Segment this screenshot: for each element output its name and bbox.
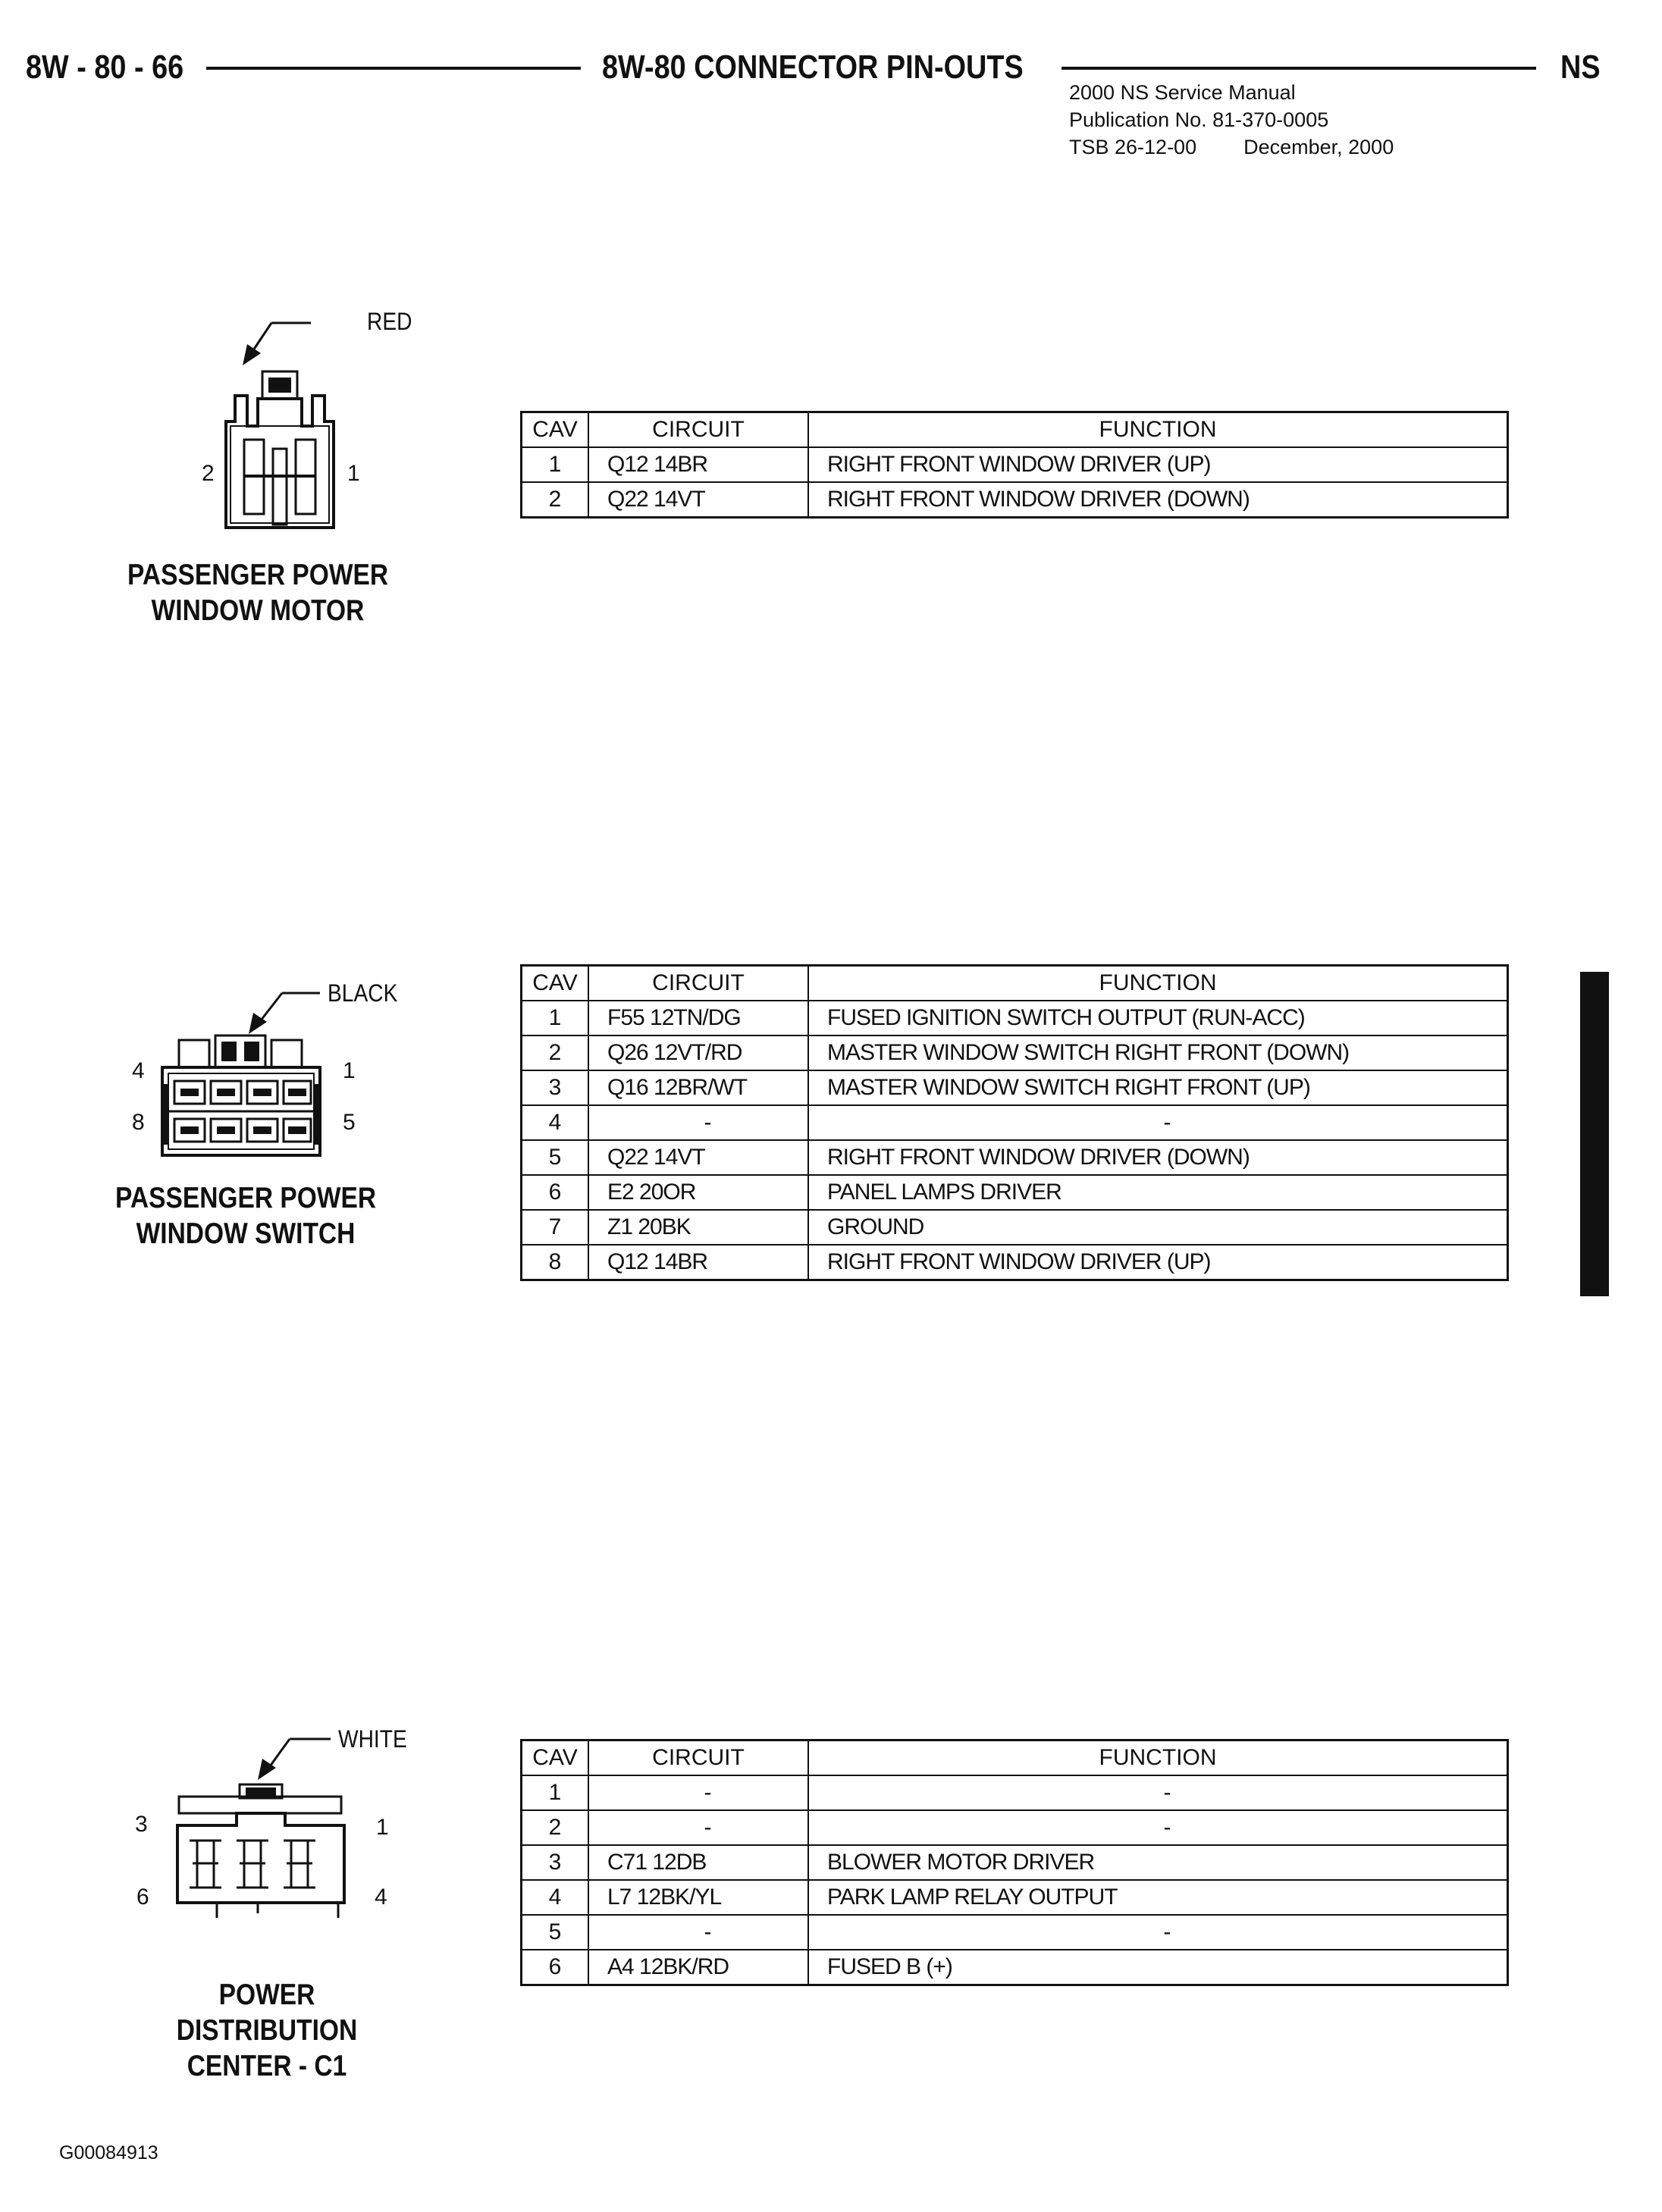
window-switch-caption-line1: PASSENGER POWER <box>115 1182 377 1214</box>
cav-cell: 3 <box>522 1845 589 1880</box>
table-row <box>522 1210 1508 1245</box>
window-switch-pin-label-8: 8 <box>132 1110 145 1135</box>
header-function: FUNCTION <box>808 966 1508 1001</box>
circuit-cell: E2 20OR <box>588 1175 808 1210</box>
table-row <box>522 1070 1508 1105</box>
window-switch-connector-diagram <box>152 970 349 1167</box>
pdc-c1-caption-line2: DISTRIBUTION <box>176 2014 358 2047</box>
function-cell: FUSED B (+) <box>808 1950 1508 1985</box>
header-circuit: CIRCUIT <box>588 1740 808 1776</box>
function-cell: - <box>808 1810 1508 1845</box>
window-motor-connector-diagram <box>182 303 379 546</box>
circuit-cell: - <box>588 1775 808 1810</box>
pdc-c1-pinout-table <box>520 1739 1509 1986</box>
table-row <box>522 1245 1508 1280</box>
section-tab-marker <box>1580 972 1609 1296</box>
pdc-c1-caption-line3: CENTER - C1 <box>187 2050 347 2082</box>
window-motor-pin-label-1: 1 <box>347 461 360 486</box>
window-switch-pin-label-4: 4 <box>132 1058 145 1083</box>
publication-info <box>1069 79 1394 161</box>
circuit-cell: Q22 14VT <box>588 1140 808 1175</box>
function-cell: - <box>808 1915 1508 1950</box>
cav-cell: 8 <box>522 1245 589 1280</box>
header-cav: CAV <box>522 966 589 1001</box>
window-motor-color-label: RED <box>367 308 412 335</box>
window-motor-caption-line1: PASSENGER POWER <box>127 559 389 591</box>
window-motor-caption-line2: WINDOW MOTOR <box>151 594 365 627</box>
table-header-row <box>522 966 1508 1001</box>
table-row <box>522 1810 1508 1845</box>
pdc-c1-pin-label-3: 3 <box>135 1812 148 1837</box>
table-row <box>522 482 1508 518</box>
table-row <box>522 1880 1508 1915</box>
page-title: 8W-80 CONNECTOR PIN-OUTS <box>602 49 1024 86</box>
circuit-cell: Q12 14BR <box>588 1245 808 1280</box>
pdc-c1-pin-label-6: 6 <box>136 1885 149 1910</box>
function-cell: - <box>808 1775 1508 1810</box>
window-switch-pinout-table <box>520 964 1509 1281</box>
circuit-cell: Q22 14VT <box>588 482 808 518</box>
figure-id: G00084913 <box>59 2142 158 2163</box>
window-motor-caption <box>127 557 388 628</box>
window-switch-caption-line2: WINDOW SWITCH <box>136 1217 356 1250</box>
table-row <box>522 1775 1508 1810</box>
function-cell: PANEL LAMPS DRIVER <box>808 1175 1508 1210</box>
circuit-cell: - <box>588 1915 808 1950</box>
pdc-c1-connector-diagram <box>167 1713 364 1941</box>
cav-cell: 2 <box>522 482 589 518</box>
circuit-cell: Q26 12VT/RD <box>588 1036 808 1070</box>
function-cell: MASTER WINDOW SWITCH RIGHT FRONT (UP) <box>808 1070 1508 1105</box>
table-row <box>522 1140 1508 1175</box>
table-row <box>522 1036 1508 1070</box>
function-cell: PARK LAMP RELAY OUTPUT <box>808 1880 1508 1915</box>
circuit-cell: L7 12BK/YL <box>588 1880 808 1915</box>
cav-cell: 4 <box>522 1105 589 1140</box>
cav-cell: 2 <box>522 1036 589 1070</box>
cav-cell: 5 <box>522 1915 589 1950</box>
function-cell: RIGHT FRONT WINDOW DRIVER (DOWN) <box>808 482 1508 518</box>
cav-cell: 3 <box>522 1070 589 1105</box>
header-circuit: CIRCUIT <box>588 966 808 1001</box>
table-row <box>522 1175 1508 1210</box>
publication-manual: 2000 NS Service Manual <box>1069 81 1296 104</box>
cav-cell: 1 <box>522 447 589 482</box>
cav-cell: 6 <box>522 1950 589 1985</box>
cav-cell: 1 <box>522 1775 589 1810</box>
header-cav: CAV <box>522 1740 589 1776</box>
pdc-c1-caption-line1: POWER <box>218 1979 315 2011</box>
function-cell: MASTER WINDOW SWITCH RIGHT FRONT (DOWN) <box>808 1036 1508 1070</box>
table-row <box>522 1105 1508 1140</box>
table-row <box>522 1950 1508 1985</box>
window-motor-pin-label-2: 2 <box>202 461 215 486</box>
circuit-cell: C71 12DB <box>588 1845 808 1880</box>
table-header-row <box>522 1740 1508 1776</box>
cav-cell: 1 <box>522 1001 589 1036</box>
function-cell: RIGHT FRONT WINDOW DRIVER (UP) <box>808 1245 1508 1280</box>
publication-tsb: TSB 26-12-00 <box>1069 136 1197 158</box>
circuit-cell: A4 12BK/RD <box>588 1950 808 1985</box>
table-row <box>522 1001 1508 1036</box>
window-motor-pinout-table <box>520 411 1509 519</box>
window-switch-pin-label-5: 5 <box>343 1110 356 1135</box>
header-circuit: CIRCUIT <box>588 412 808 448</box>
pdc-c1-pin-label-4: 4 <box>375 1885 387 1910</box>
header-rule-right <box>1061 67 1536 70</box>
pdc-c1-color-label: WHITE <box>338 1725 407 1753</box>
circuit-cell: - <box>588 1810 808 1845</box>
cav-cell: 6 <box>522 1175 589 1210</box>
table-header-row <box>522 412 1508 448</box>
window-switch-color-label: BLACK <box>328 979 398 1007</box>
publication-tsb-line <box>1069 133 1394 161</box>
header-function: FUNCTION <box>808 1740 1508 1776</box>
header-function: FUNCTION <box>808 412 1508 448</box>
header-rule-left <box>206 67 581 70</box>
table-row <box>522 447 1508 482</box>
circuit-cell: - <box>588 1105 808 1140</box>
cav-cell: 4 <box>522 1880 589 1915</box>
function-cell: RIGHT FRONT WINDOW DRIVER (DOWN) <box>808 1140 1508 1175</box>
circuit-cell: Q16 12BR/WT <box>588 1070 808 1105</box>
header-cav: CAV <box>522 412 589 448</box>
window-switch-caption <box>115 1180 376 1252</box>
page-number: 8W - 80 - 66 <box>26 49 184 86</box>
table-row <box>522 1845 1508 1880</box>
pdc-c1-caption <box>136 1977 397 2084</box>
cav-cell: 7 <box>522 1210 589 1245</box>
pdc-c1-pin-label-1: 1 <box>376 1815 389 1840</box>
function-cell: - <box>808 1105 1508 1140</box>
function-cell: BLOWER MOTOR DRIVER <box>808 1845 1508 1880</box>
cav-cell: 2 <box>522 1810 589 1845</box>
function-cell: RIGHT FRONT WINDOW DRIVER (UP) <box>808 447 1508 482</box>
table-row <box>522 1915 1508 1950</box>
window-switch-pin-label-1: 1 <box>343 1058 356 1083</box>
function-cell: GROUND <box>808 1210 1508 1245</box>
publication-number: Publication No. 81-370-0005 <box>1069 108 1329 131</box>
function-cell: FUSED IGNITION SWITCH OUTPUT (RUN-ACC) <box>808 1001 1508 1036</box>
circuit-cell: Z1 20BK <box>588 1210 808 1245</box>
publication-date: December, 2000 <box>1243 136 1394 158</box>
model-code: NS <box>1560 49 1601 86</box>
cav-cell: 5 <box>522 1140 589 1175</box>
circuit-cell: Q12 14BR <box>588 447 808 482</box>
circuit-cell: F55 12TN/DG <box>588 1001 808 1036</box>
